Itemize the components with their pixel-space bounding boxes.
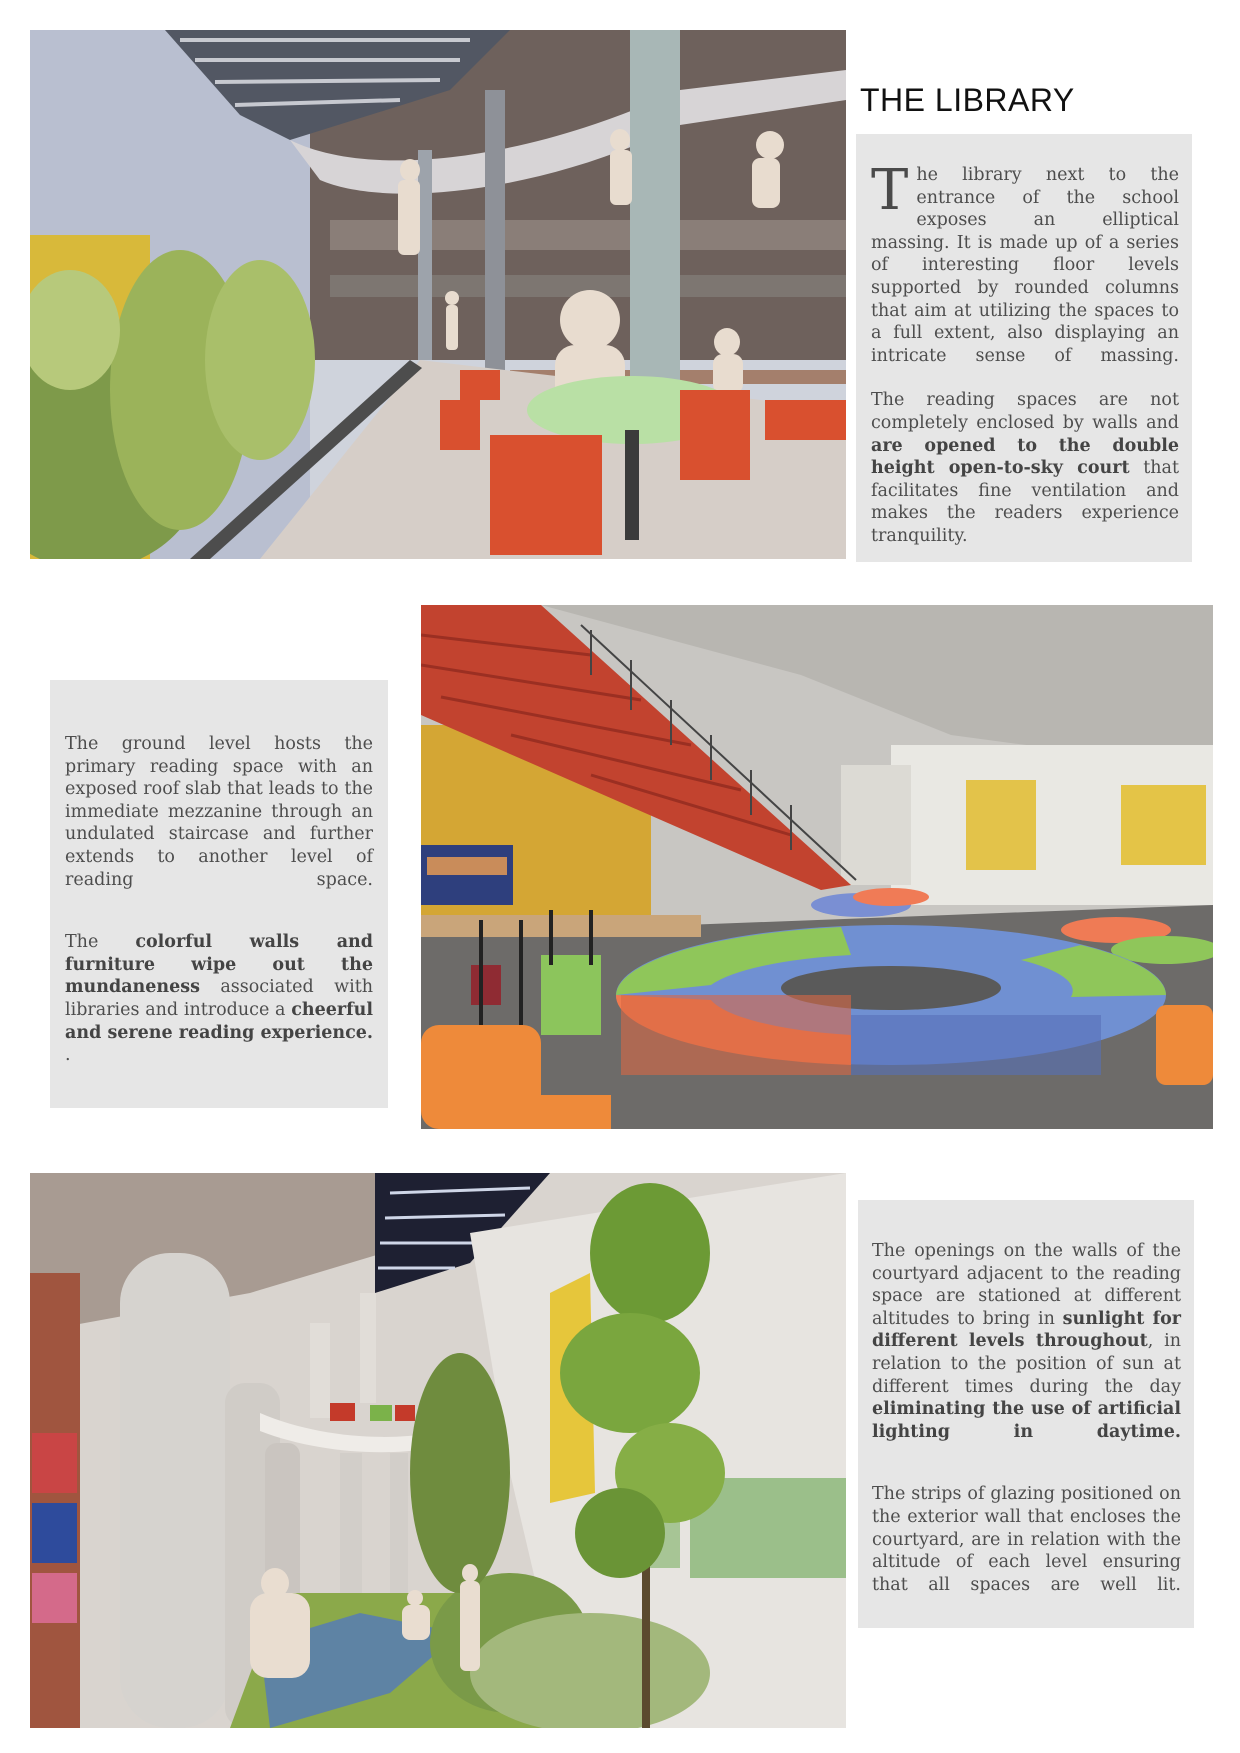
library-intro-panel [856,134,1192,562]
intro-text: he library next to the entrance of the school exposes an elliptical massing. It is made up of a series of interesting floor levels supported by rounded columns that aim at utilizing the spaces to a full extent, also displaying an intricate sense of massing. [871,165,1179,366]
emphasis-text: colorful walls and furniture wipe out the mundaneness [65,932,373,998]
text-run: associated with libraries and introduce a [65,977,373,1020]
text-run: , in relation to the position of sun at different times during the day [872,1331,1181,1397]
courtyard-openings-panel [858,1200,1194,1628]
emphasis-text: cheerful and serene reading experience. [65,999,373,1043]
reading-spaces-paragraph [871,389,1179,547]
text-run: that facilitates fine ventilation and makes the readers experience tranquility. [871,458,1179,546]
intro-paragraph [871,158,1179,367]
emphasis-text: sunlight for different levels throughout [872,1308,1181,1352]
text-run: The reading spaces are not completely enclosed by walls and [871,390,1179,433]
glazing-paragraph: The strips of glazing positioned on the exterior wall that encloses the courtyard, are in relation with the altitude of each level ensuring that all spaces are well lit. [872,1484,1181,1595]
colorful-walls-paragraph [65,931,373,1067]
page-title: THE LIBRARY [860,82,1075,118]
emphasis-text: are opened to the double height open-to-sky court [871,435,1179,479]
openings-paragraph [872,1240,1181,1443]
ground-level-panel [50,680,388,1108]
dropcap: T [871,158,909,223]
text-run: The [65,932,136,953]
reading-room-photo [421,605,1213,1129]
emphasis-text: eliminating the use of artificial lighting in daytime. [872,1399,1181,1442]
text-run: The openings on the walls of the courtyard adjacent to the reading space are stationed at different altitudes to bring in [872,1241,1181,1329]
courtyard-rendering [30,1173,846,1728]
ground-level-paragraph: The ground level hosts the primary reading space with an exposed roof slab that leads to the immediate mezzanine through an undulated staircase and further extends to another level of reading space. [65,734,373,890]
library-interior-rendering [30,30,846,559]
text-run: . [65,1045,71,1066]
